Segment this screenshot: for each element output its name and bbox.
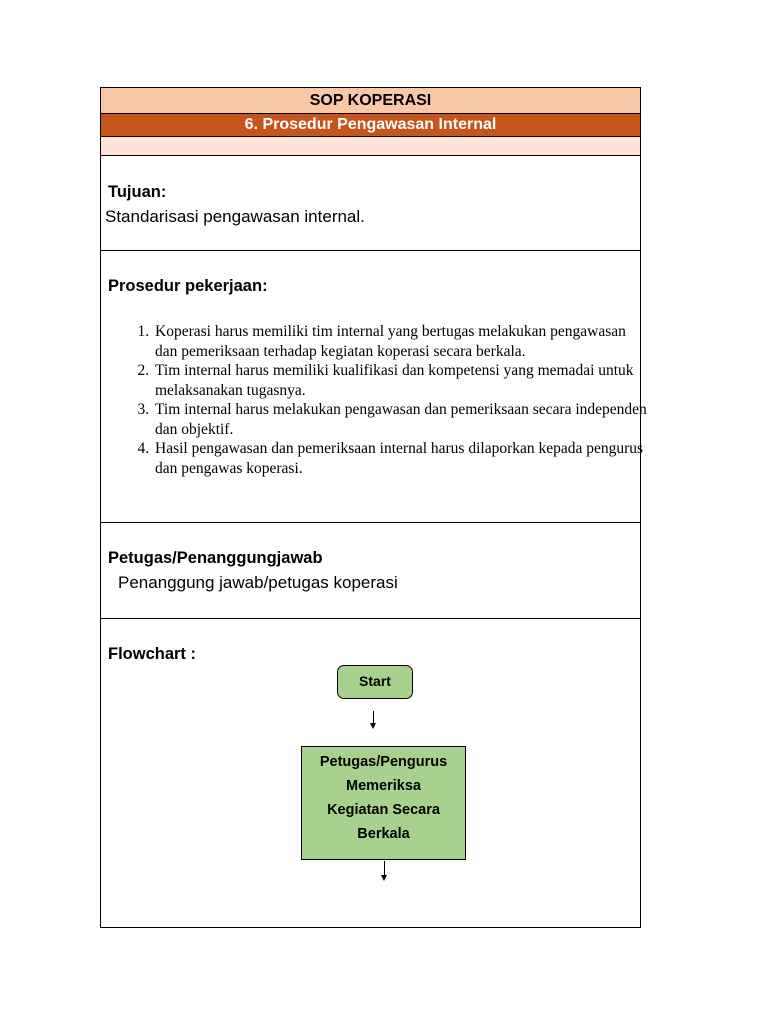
flowchart-start-node: Start [337,665,413,699]
flowchart-arrow [373,711,374,727]
flowchart-heading: Flowchart : [108,645,197,663]
procedure-step: 4. Hasil pengawasan dan pemeriksaan internal harus dilaporkan kepada pengurus dan pengawas koperasi. [153,439,648,478]
tujuan-section [101,156,640,251]
petugas-section [101,523,640,619]
section-title: 6. Prosedur Pengawasan Internal [101,114,640,137]
petugas-text: Penanggung jawab/petugas koperasi [118,573,398,592]
procedure-step: 1. Koperasi harus memiliki tim internal yang bertugas melakukan pengawasan dan pemeriksaan terhadap kegiatan koperasi secara berkala. [153,322,648,361]
sop-document [100,87,647,928]
tujuan-text: Standarisasi pengawasan internal. [105,207,365,226]
flowchart-arrow [384,861,385,879]
petugas-heading: Petugas/Penanggungjawab [108,549,323,567]
procedure-list [131,322,648,478]
process-line: Kegiatan Secara [327,802,440,818]
prosedur-section [101,251,647,523]
header-spacer [101,137,640,156]
flowchart-process-node [301,746,466,860]
procedure-step: 2. Tim internal harus memiliki kualifikasi dan kompetensi yang memadai untuk melaksanakan tugasnya. [153,361,648,400]
procedure-step: 3. Tim internal harus melakukan pengawasan dan pemeriksaan secara independen dan objektif. [153,400,648,439]
process-line: Petugas/Pengurus [319,754,448,770]
flowchart-section [101,619,640,927]
document-title: SOP KOPERASI [101,88,640,114]
process-line: Memeriksa [346,778,421,794]
prosedur-heading: Prosedur pekerjaan: [108,277,268,295]
tujuan-heading: Tujuan: [108,183,167,201]
process-line: Berkala [357,826,410,842]
